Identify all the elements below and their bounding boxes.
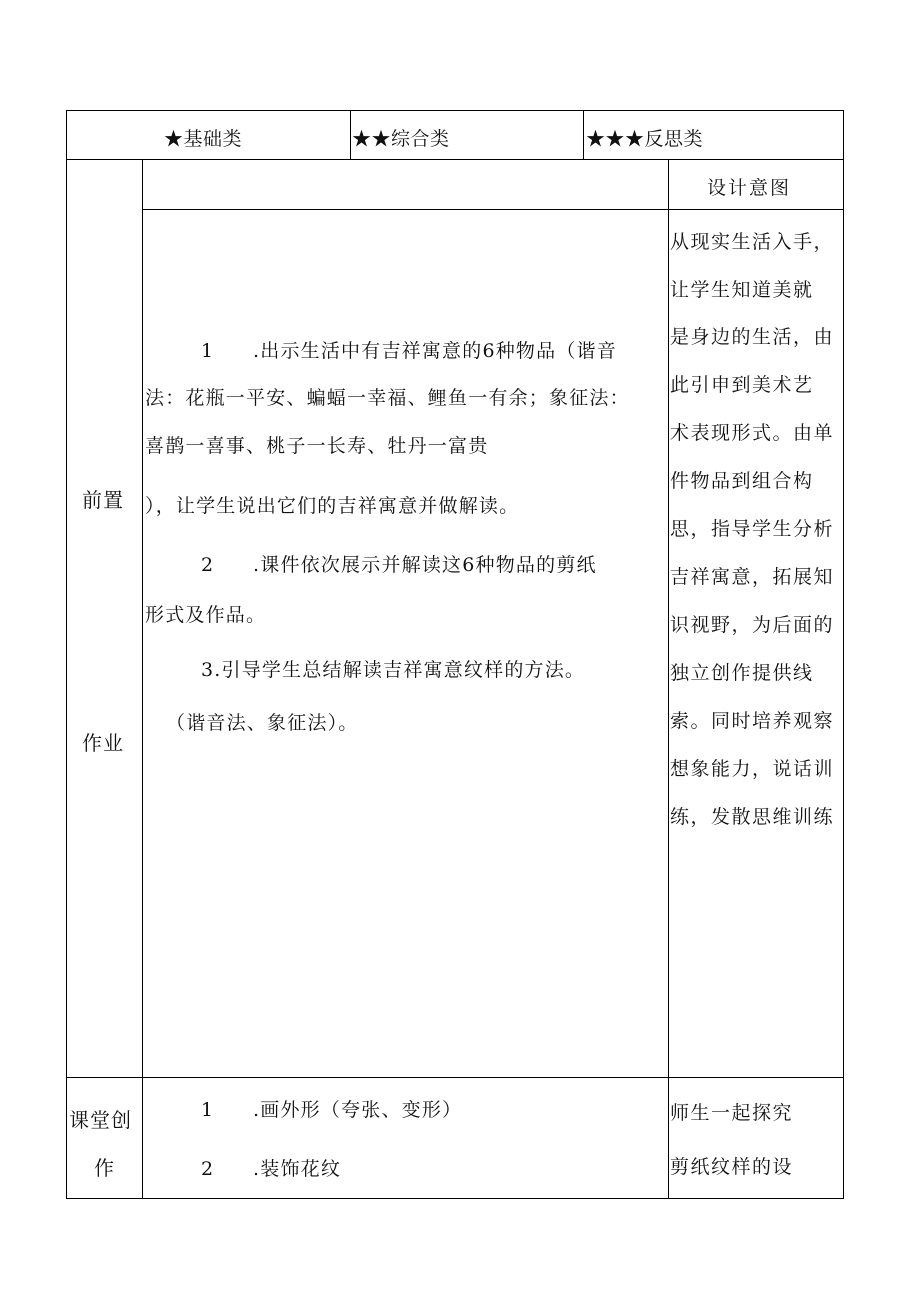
intent-line: 练，发散思维训练 [670, 806, 835, 828]
create-item1-text: .画外形（夸张、变形） [253, 1099, 463, 1121]
intent-line: 思，指导学生分析 [670, 518, 835, 540]
item2-line2: 形式及作品。 [145, 604, 267, 626]
section2-intent-line1: 师生一起探究 [670, 1102, 794, 1124]
intent-line: 让学生知道美就 [670, 279, 814, 301]
intent-line: 索。同时培养观察 [670, 710, 835, 732]
item1-line1: .出示生活中有吉祥寓意的6种物品（谐音 [253, 340, 617, 362]
intent-line: 识视野，为后面的 [670, 614, 835, 636]
intent-line: 术表现形式。由单 [670, 422, 835, 444]
item3-line1: 3.引导学生总结解读吉祥寓意纹样的方法。 [201, 659, 586, 681]
intent-line: 独立创作提供线 [670, 662, 814, 684]
create-item1-number: 1 [201, 1099, 214, 1121]
section1-bottom-border [66, 1077, 844, 1078]
section2-label-line2: 作 [94, 1156, 115, 1180]
section2-intent-line2: 剪纸纹样的设 [670, 1156, 794, 1178]
table-right-border [843, 110, 844, 1199]
category-comprehensive: ★★综合类 [352, 128, 450, 150]
table-top-border [66, 110, 844, 111]
category-reflection: ★★★反思类 [586, 128, 704, 150]
section2-label-line1: 课堂创 [69, 1108, 132, 1132]
intent-line: 是身边的生活，由 [670, 326, 835, 348]
intent-line: 件物品到组合构 [670, 470, 814, 492]
subheader-bottom-border [142, 209, 844, 210]
category-basic: ★基础类 [164, 128, 243, 150]
create-item2-text: .装饰花纹 [253, 1158, 342, 1180]
intent-line: 吉祥寓意，拓展知 [670, 566, 835, 588]
section1-label-bottom: 作业 [82, 731, 124, 755]
intent-line: 想象能力，说话训 [670, 758, 835, 780]
header-divider-1 [350, 110, 351, 160]
table-bottom-border [66, 1198, 844, 1199]
header-divider-2 [583, 110, 584, 160]
intent-header: 设计意图 [707, 177, 792, 199]
item3-line2: （谐音法、象征法）。 [166, 712, 359, 734]
item1-number: 1 [201, 340, 214, 362]
item1-line2: 法：花瓶一平安、蝙蝠一幸福、鲤鱼一有余；象征法： [145, 387, 630, 409]
section1-label-top: 前置 [82, 488, 124, 512]
item1-line4: ），让学生说出它们的吉祥寓意并做解读。 [145, 495, 520, 517]
header-bottom-border [66, 159, 844, 160]
intent-line: 从现实生活入手， [670, 231, 835, 253]
intent-column-divider [668, 159, 669, 1199]
item1-line3: 喜鹊一喜事、桃子一长寿、牡丹一富贵 [145, 435, 489, 457]
intent-line: 此引申到美术艺 [670, 374, 814, 396]
table-left-border [66, 110, 67, 1199]
item2-line1: .课件依次展示并解读这6种物品的剪纸 [253, 554, 597, 576]
item2-number: 2 [201, 554, 214, 576]
create-item2-number: 2 [201, 1158, 214, 1180]
label-column-divider [142, 159, 143, 1199]
